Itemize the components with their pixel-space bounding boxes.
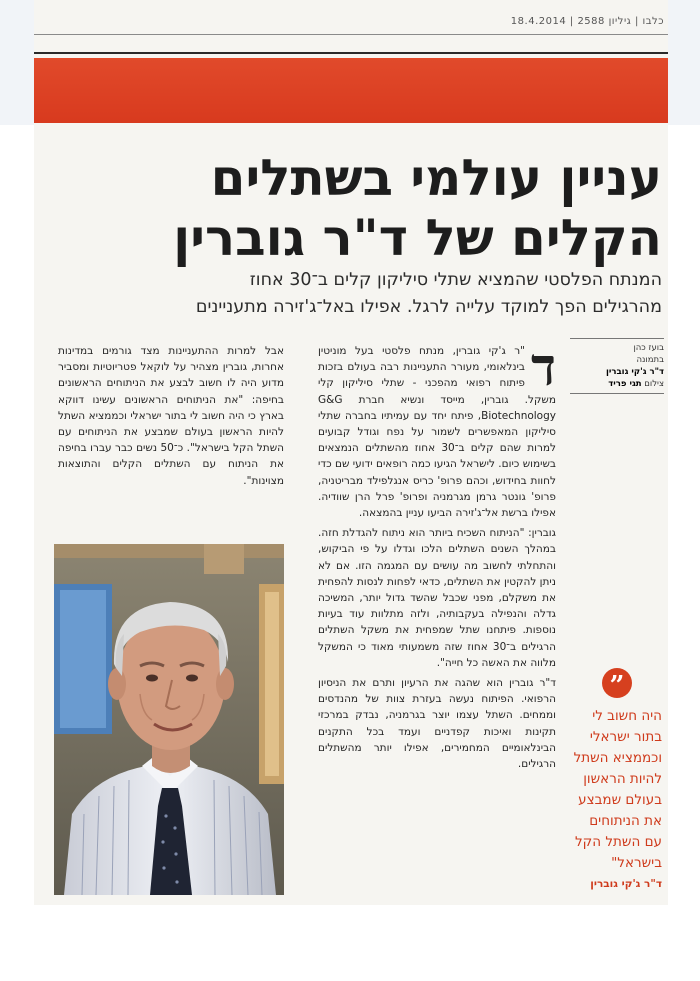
- headline-line-1: עניין עולמי בשתלים: [210, 149, 662, 207]
- photo-credit: [570, 378, 664, 390]
- photo-caption: [570, 354, 664, 366]
- subhead-line-1: המנתח הפלסטי שהמציא שתלי סיליקון קלים ב־30 אחוז: [249, 270, 662, 290]
- byline: בועז כהן: [633, 343, 664, 353]
- article-headline: [40, 148, 662, 268]
- paragraph-1: "ר ג'קי גוברין, מנתח פלסטי בעל מוניטין בינלאומי, מעורר התעניינות רבה בעולם בזכות פיתוח רפואי מהפכני - שתלי סיליקון קלי משקל. גוברין, מייסד ונשיא חברת G&G Biotechnology, פיתח יחד עם עמיתיו בחברה שתלי סיליקון המאפשרים לשמור על נפח וגודל קבועים למרות שהם קלים ב־30 אחוז מהשתלים הנמצאים בשימוש כיום. לישראל הגיעו כמה רופאים ידועי שם כדי לחוות בחידוש, וכהם פרופ' כריס אנגלפילד מבריטניה, פרופ' גונטר גרמן מגרמניה ופרופ' פרל הרן שוודיה. אפילו ברשת אל־ג'זירה הביעו עניין בהמצאה.: [318, 345, 556, 520]
- subhead-line-2: מהרגילים הפך למוקד עלייה לרגל. אפילו באל־ג'זירה מתעניינים: [195, 297, 662, 317]
- page-folio: כלבו | גיליון 2588 | 18.4.2014: [510, 16, 664, 27]
- article-subhead: [40, 267, 662, 321]
- photographer-label: צילום: [644, 379, 664, 389]
- portrait-illustration: [54, 544, 284, 895]
- pull-quote-author: ד"ר ג'קי גוברין: [590, 878, 662, 890]
- article-column-1: [318, 337, 556, 776]
- header-rule-thick: [34, 52, 668, 54]
- headline-line-2: הקלים של ד"ר גוברין: [173, 209, 662, 267]
- newspaper-page: [34, 0, 668, 905]
- pull-quote-text: היה חשוב לי בתור ישראלי וכממציא השתל להיות הראשון בעולם שמבצע את הניתוחים עם השתל הקל בישראל": [573, 708, 662, 871]
- photo-label: בתמונה: [636, 355, 664, 365]
- portrait-photo: [54, 544, 284, 895]
- paragraph-2: גוברין: "הניתוח השכיח ביותר הוא ניתוח להגדלת חזה. במהלך השנים השתלים הלכו וגדלו על פי הביקוש, והתחלתי לחשוב מה עושים עם המגמה הזו. אם לא ניתן להקטין את השתלים, כדאי לפחות לנסות להפחית את משקלם, מפני שכבל שהשד גדול יותר, המשיכה גדלה והנפילה בעקבותיה, ולזה מתלוות עוד בעיות נוספות. פיתחנו שתל שמפחית את משקל השתלים הרגילים ב־30 אחוז שזה משמעותי מאוד כי המשקל מלווה את האשה כל חייה".: [318, 527, 556, 669]
- section-banner: [34, 58, 668, 123]
- paragraph-4: אבל למרות ההתעניינות מצד גורמים במדינות אחרות, גוברין מצהיר על לוקאל פטריוטיות ומסביר מדוע היה לו חשוב לבצע את הניתוחים הראשונים בחיפה: "את הניתוחים הראשונים עשינו דווקא בארץ כי היה חשוב לי בתור ישראלי וכממציא השתל להיות הראשון בעולם שמבצע את הניתוחים עם השתל הקל בישראל". כ־50 נשים כבר עברו בחיפה את הניתוח עם השתלים הקלים והתוצאות מצוינות".: [58, 345, 284, 487]
- article-credits: [570, 338, 664, 394]
- quote-mark-icon: ”: [602, 668, 632, 698]
- photo-subject: ד"ר ג'קי גוברין: [605, 367, 664, 377]
- drop-cap: ד: [530, 337, 556, 398]
- pull-quote: [568, 668, 668, 890]
- article-column-2: [58, 343, 284, 493]
- header-rule: [34, 34, 668, 35]
- paragraph-3: ד"ר גוברין הוא שהגה את הרעיון ותרם את הניסיון הרפואי. הפיתוח נעשה בעזרת צוות של מהנדסים וממחים. השתל עצמו יוצר בגרמניה, נבדק במרכזי תקינות ואיכות קפדניים ועמד בכל התקנים הבינלאומיים המחמירים, אפילו יותר מהשתלים הרגילים.: [318, 677, 556, 771]
- photographer-name: תגי פריד: [608, 379, 642, 389]
